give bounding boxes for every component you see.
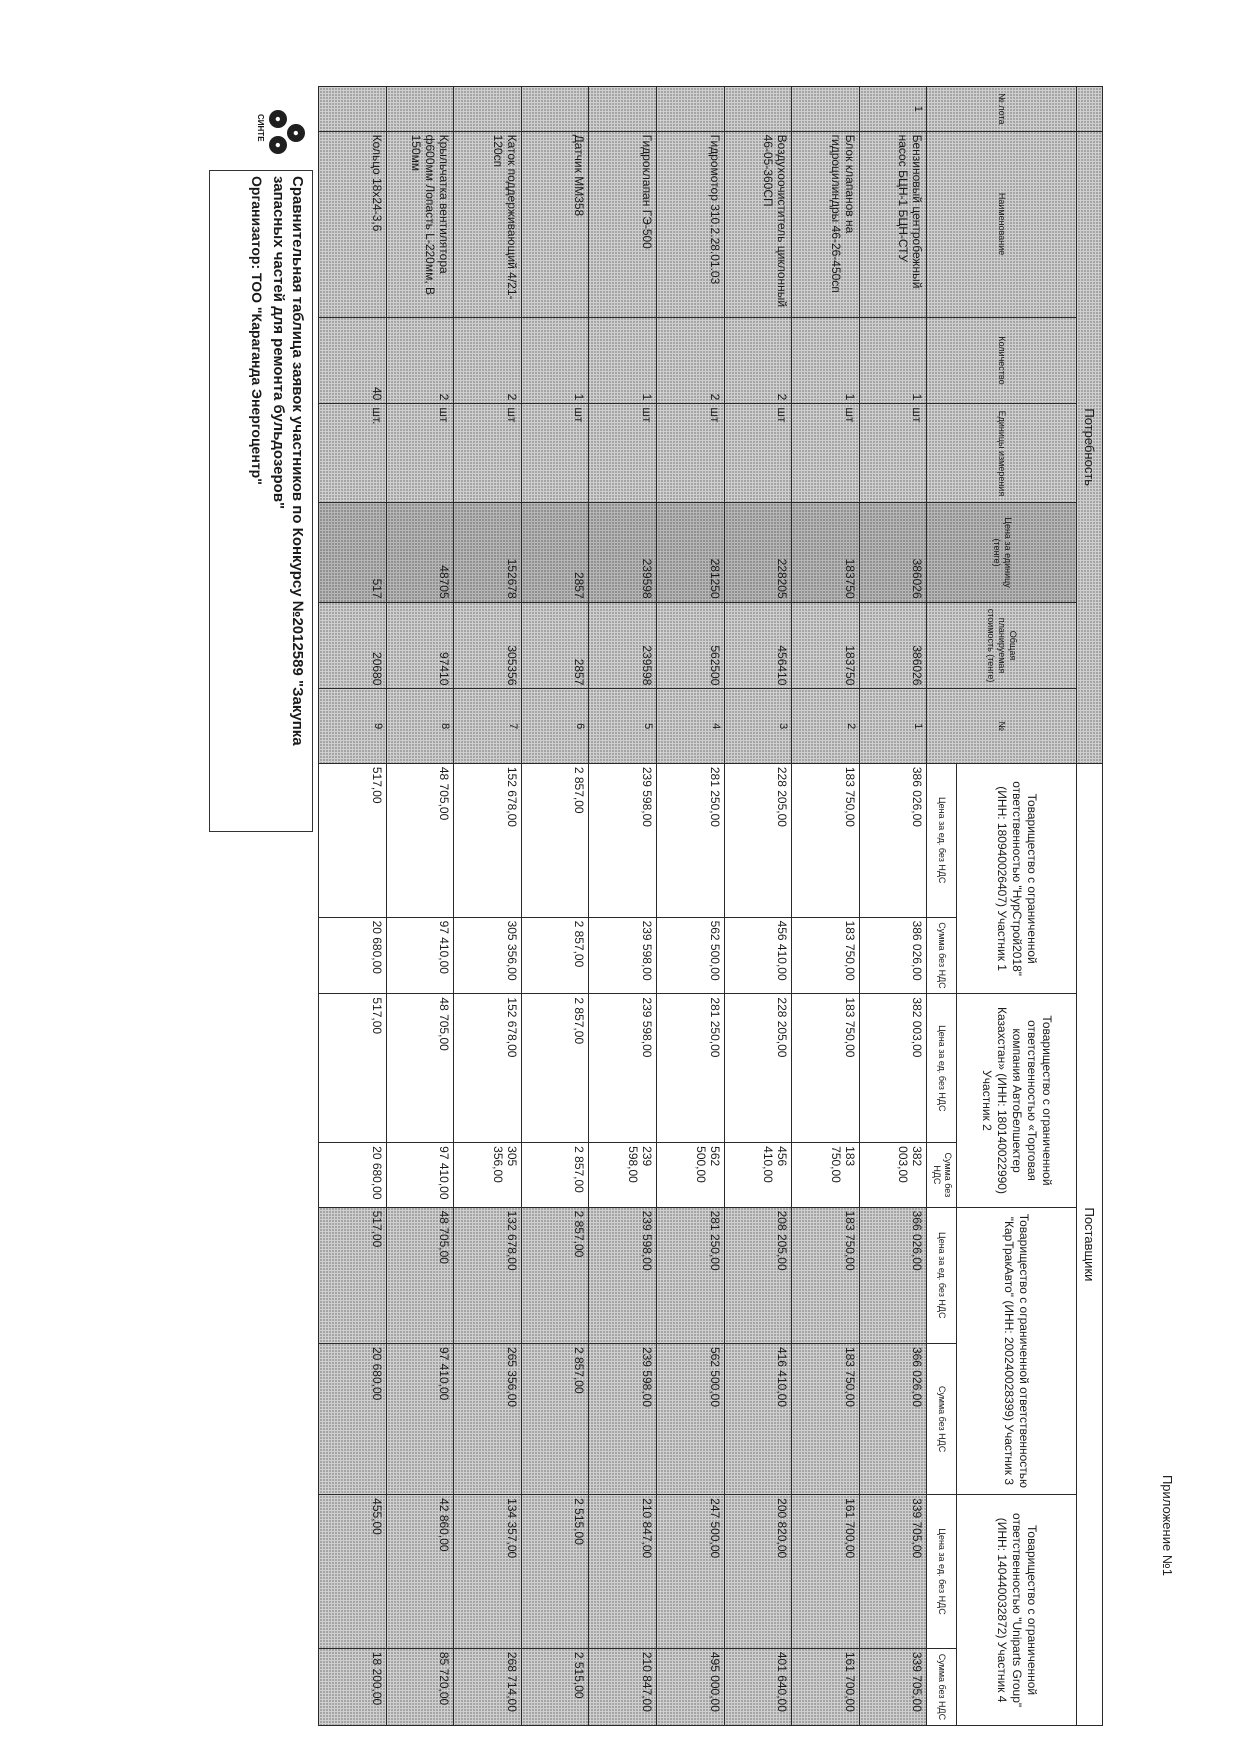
table-row: [657, 87, 725, 1726]
group-need: Потребность: [1076, 131, 1102, 763]
table-row: [859, 87, 927, 1726]
cell-s2-price: 152 678,00: [454, 994, 522, 1143]
cell-item-no: 9: [319, 689, 387, 763]
cell-s4-sum: 18 200,00: [319, 1648, 387, 1725]
cell-total: 20680: [319, 602, 387, 689]
cell-item-no: 5: [589, 689, 657, 763]
cell-s1-sum: 2 857,00: [521, 917, 589, 994]
cell-name: Датчик ММ358: [521, 131, 589, 317]
cell-s4-price: 2 515,00: [521, 1495, 589, 1649]
cell-s2-price: 183 750,00: [792, 994, 860, 1143]
cell-total: 183750: [792, 602, 860, 689]
table-body: [319, 87, 927, 1726]
cell-lot: [724, 87, 792, 132]
cell-s1-price: 183 750,00: [792, 763, 860, 917]
cell-s2-sum: 183 750,00: [792, 1143, 860, 1207]
s1-price-head: Цена за ед. без НДС: [927, 763, 956, 917]
cell-s4-price: 200 820,00: [724, 1495, 792, 1649]
col-unit-price: Цена за единицу (тенге): [927, 503, 1076, 602]
logo-text: СИНТЕ: [256, 114, 265, 142]
document-title: Сравнительная таблица заявок участников по Конкурсу №2012589 "Закупка запасных частей для ремонта бульдозеров": [270, 176, 306, 746]
cell-s4-price: 247 500,00: [657, 1495, 725, 1649]
cell-s1-sum: 386 026,00: [859, 917, 927, 994]
cell-name: Блок клапанов на гидроцилиндры 46-26-450сп: [792, 131, 860, 317]
cell-name: Гидромотор 310.2.28.01.03: [657, 131, 725, 317]
cell-s4-sum: 161 700,00: [792, 1648, 860, 1725]
cell-qty: 1: [859, 317, 927, 404]
cell-s1-price: 239 598,00: [589, 763, 657, 917]
cell-qty: 1: [521, 317, 589, 404]
cell-lot: [657, 87, 725, 132]
cell-unit-price: 48705: [386, 503, 454, 602]
cell-s3-sum: 265 356,00: [454, 1343, 522, 1494]
supplier-3: Товарищество с ограниченной ответственностью "КарТракАвто" (ИНН: 200240028399) Участник 3: [956, 1207, 1076, 1495]
cell-s2-price: 2 857,00: [521, 994, 589, 1143]
cell-unit: шт: [589, 404, 657, 503]
cell-s3-price: 239 598,00: [589, 1207, 657, 1343]
col-item-no: №: [927, 689, 1076, 763]
cell-unit: шт: [521, 404, 589, 503]
logo-dot: ●: [269, 110, 287, 128]
cell-s2-price: 517,00: [319, 994, 387, 1143]
cell-unit-price: 281250: [657, 503, 725, 602]
blank-corner: [1076, 87, 1102, 132]
cell-s1-price: 386 026,00: [859, 763, 927, 917]
cell-s1-price: 281 250,00: [657, 763, 725, 917]
cell-s1-price: 48 705,00: [386, 763, 454, 917]
cell-s1-sum: 97 410,00: [386, 917, 454, 994]
cell-s4-sum: 495 000,00: [657, 1648, 725, 1725]
cell-s3-sum: 239 598,00: [589, 1343, 657, 1494]
cell-s2-price: 382 003,00: [859, 994, 927, 1143]
s4-sum-head: Сумма без НДС: [927, 1648, 956, 1725]
cell-s2-sum: 305 356,00: [454, 1143, 522, 1207]
cell-s2-sum: 97 410,00: [386, 1143, 454, 1207]
cell-lot: 1: [859, 87, 927, 132]
col-unit: Единицы измерения: [927, 404, 1076, 503]
cell-s2-price: 228 205,00: [724, 994, 792, 1143]
cell-unit: шт: [724, 404, 792, 503]
cell-item-no: 2: [792, 689, 860, 763]
cell-s4-price: 455,00: [319, 1495, 387, 1649]
cell-name: Каток поддерживающий 4/21-120сп: [454, 131, 522, 317]
cell-unit: шт: [386, 404, 454, 503]
s3-price-head: Цена за ед. без НДС: [927, 1207, 956, 1343]
cell-name: Кольцо 18х24-3,6: [319, 131, 387, 317]
cell-s1-price: 152 678,00: [454, 763, 522, 917]
cell-s2-sum: 456 410,00: [724, 1143, 792, 1207]
cell-s3-sum: 183 750,00: [792, 1343, 860, 1494]
cell-s3-price: 208 205,00: [724, 1207, 792, 1343]
cell-s4-sum: 401 640,00: [724, 1648, 792, 1725]
table-row: [386, 87, 454, 1726]
cell-qty: 2: [657, 317, 725, 404]
s1-sum-head: Сумма без НДС: [927, 917, 956, 994]
supplier-2: Товарищество с ограниченной ответственностью «Торговая компания АвтоБелшектер Казахстан» (ИНН: 180140022990) Участник 2: [956, 994, 1076, 1207]
cell-s3-price: 366 026,00: [859, 1207, 927, 1343]
table-row: [454, 87, 522, 1726]
supplier-4: Товарищество с ограниченной ответственностью "Uniparts Group" (ИНН: 140440032872) Участник 4: [956, 1495, 1076, 1726]
cell-item-no: 8: [386, 689, 454, 763]
table-row: [792, 87, 860, 1726]
table-row: [724, 87, 792, 1726]
cell-qty: 40: [319, 317, 387, 404]
cell-s4-sum: 268 714,00: [454, 1648, 522, 1725]
cell-s4-sum: 85 720,00: [386, 1648, 454, 1725]
cell-lot: [521, 87, 589, 132]
cell-unit-price: 386026: [859, 503, 927, 602]
cell-name: Гидроклапан ГЭ-500: [589, 131, 657, 317]
cell-s3-sum: 2 857,00: [521, 1343, 589, 1494]
cell-unit-price: 517: [319, 503, 387, 602]
cell-total: 456410: [724, 602, 792, 689]
cell-s2-sum: 2 857,00: [521, 1143, 589, 1207]
cell-total: 305356: [454, 602, 522, 689]
group-suppliers: Поставщики: [1076, 763, 1102, 1725]
cell-unit-price: 183750: [792, 503, 860, 602]
table-row: [521, 87, 589, 1726]
cell-qty: 2: [386, 317, 454, 404]
logo-dot: ●: [287, 124, 305, 142]
cell-total: 2857: [521, 602, 589, 689]
cell-s3-sum: 20 680,00: [319, 1343, 387, 1494]
supplier-1: Товарищество с ограниченной ответственностью "НурСтрой2018" (ИНН: 180940026407) Участник 1: [956, 763, 1076, 994]
cell-item-no: 3: [724, 689, 792, 763]
cell-total: 562500: [657, 602, 725, 689]
cell-unit-price: 228205: [724, 503, 792, 602]
cell-lot: [589, 87, 657, 132]
rotated-sheet: [199, 86, 1175, 1726]
cell-item-no: 4: [657, 689, 725, 763]
cell-s4-price: 210 847,00: [589, 1495, 657, 1649]
cell-s3-price: 517,00: [319, 1207, 387, 1343]
cell-total: 97410: [386, 602, 454, 689]
col-row-no: № лота: [927, 87, 1076, 132]
cell-unit: шт: [454, 404, 522, 503]
cell-s1-sum: 183 750,00: [792, 917, 860, 994]
comparison-table: [318, 86, 1103, 1726]
cell-s2-price: 48 705,00: [386, 994, 454, 1143]
table-row: [589, 87, 657, 1726]
cell-s1-sum: 20 680,00: [319, 917, 387, 994]
col-name: Наименование: [927, 131, 1076, 317]
table-row: [319, 87, 387, 1726]
cell-s1-price: 517,00: [319, 763, 387, 917]
cell-unit-price: 152678: [454, 503, 522, 602]
cell-s4-sum: 2 515,00: [521, 1648, 589, 1725]
cell-s4-price: 161 700,00: [792, 1495, 860, 1649]
cell-total: 386026: [859, 602, 927, 689]
cell-s4-price: 339 705,00: [859, 1495, 927, 1649]
col-total: Общая планируемая стоимость (тенге): [927, 602, 1076, 689]
cell-lot: [454, 87, 522, 132]
cell-s1-price: 2 857,00: [521, 763, 589, 917]
cell-s4-sum: 210 847,00: [589, 1648, 657, 1725]
cell-s3-price: 48 705,00: [386, 1207, 454, 1343]
col-qty: Количество: [927, 317, 1076, 404]
logo-dot: ●: [269, 136, 287, 154]
cell-s2-sum: 382 003,00: [859, 1143, 927, 1207]
cell-s3-sum: 416 410,00: [724, 1343, 792, 1494]
cell-s3-price: 2 857,00: [521, 1207, 589, 1343]
cell-s2-sum: 239 598,00: [589, 1143, 657, 1207]
s3-sum-head: Сумма без НДС: [927, 1343, 956, 1494]
cell-s1-price: 228 205,00: [724, 763, 792, 917]
cell-item-no: 7: [454, 689, 522, 763]
cell-total: 239598: [589, 602, 657, 689]
cell-qty: 2: [724, 317, 792, 404]
cell-unit-price: 239598: [589, 503, 657, 602]
cell-unit-price: 2857: [521, 503, 589, 602]
cell-name: Бензиновый центробежный насос БЦН-1 БЦН-СТУ: [859, 131, 927, 317]
cell-item-no: 6: [521, 689, 589, 763]
cell-s2-sum: 20 680,00: [319, 1143, 387, 1207]
cell-s4-price: 42 860,00: [386, 1495, 454, 1649]
cell-unit: шт.: [319, 404, 387, 503]
cell-item-no: 1: [859, 689, 927, 763]
cell-s3-price: 132 678,00: [454, 1207, 522, 1343]
cell-unit: шт: [859, 404, 927, 503]
cell-s4-price: 134 357,00: [454, 1495, 522, 1649]
cell-s3-price: 183 750,00: [792, 1207, 860, 1343]
cell-lot: [319, 87, 387, 132]
cell-s4-sum: 339 705,00: [859, 1648, 927, 1725]
cell-lot: [386, 87, 454, 132]
organizer: Организатор: ТОО "Карагандa Энергоцентр": [249, 176, 265, 485]
s2-sum-head: Сумма без НДС: [927, 1143, 956, 1207]
cell-s3-sum: 562 500,00: [657, 1343, 725, 1494]
cell-lot: [792, 87, 860, 132]
cell-qty: 1: [792, 317, 860, 404]
cell-name: Крыльчатка вентилятора ф600мм Лопасть L-220мм, В 150мм: [386, 131, 454, 317]
cell-s3-sum: 366 026,00: [859, 1343, 927, 1494]
cell-s1-sum: 456 410,00: [724, 917, 792, 994]
cell-unit: шт: [657, 404, 725, 503]
cell-s1-sum: 305 356,00: [454, 917, 522, 994]
s2-price-head: Цена за ед. без НДС: [927, 994, 956, 1143]
s4-price-head: Цена за ед. без НДС: [927, 1495, 956, 1649]
cell-s1-sum: 562 500,00: [657, 917, 725, 994]
cell-s2-sum: 562 500,00: [657, 1143, 725, 1207]
document-header: [203, 86, 313, 1726]
cell-s2-price: 281 250,00: [657, 994, 725, 1143]
cell-s2-price: 239 598,00: [589, 994, 657, 1143]
cell-qty: 1: [589, 317, 657, 404]
cell-s1-sum: 239 598,00: [589, 917, 657, 994]
cell-qty: 2: [454, 317, 522, 404]
annex-label: Приложение №1: [1160, 1474, 1175, 1576]
cell-name: Воздухоочиститель циклонный 46-05-360СП: [724, 131, 792, 317]
cell-unit: шт: [792, 404, 860, 503]
company-logo: [245, 104, 305, 164]
cell-s3-sum: 97 410,00: [386, 1343, 454, 1494]
cell-s3-price: 281 250,00: [657, 1207, 725, 1343]
